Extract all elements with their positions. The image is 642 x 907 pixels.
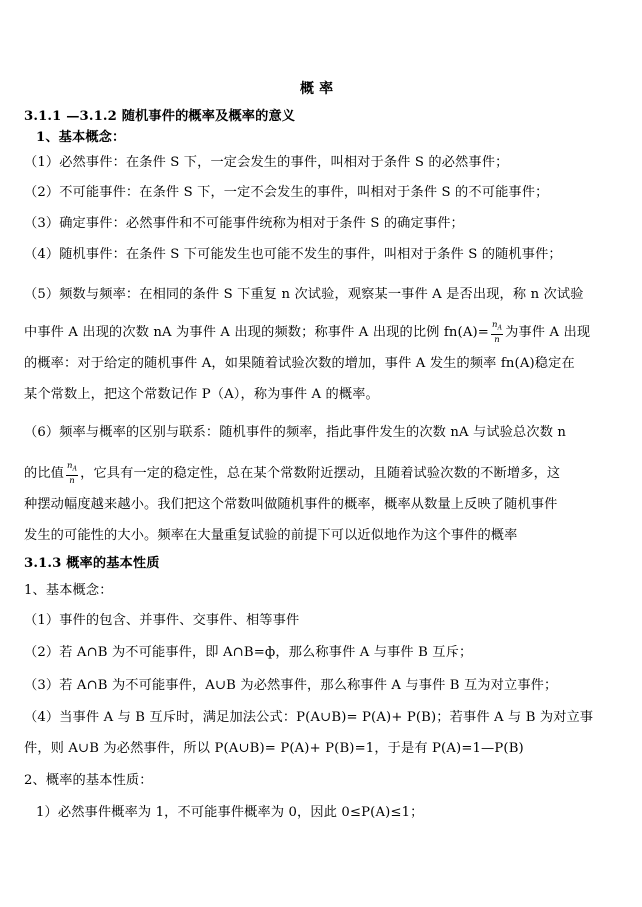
numerator-subscript: A bbox=[497, 324, 503, 332]
text-segment: ，它具有一定的稳定性，总在某个常数附近摆动，且随着试验次数的不断增多，这 bbox=[80, 465, 561, 481]
concept-item-1: （1）必然事件：在条件 S 下，一定会发生的事件，叫相对于条件 S 的必然事件； bbox=[24, 155, 509, 170]
concept-item-4: （4）随机事件：在条件 S 下可能发生也可能不发生的事件，叫相对于条件 S 的随机事件； bbox=[24, 247, 562, 262]
concept-item-6-line-3: 种摆动幅度越来越小。我们把这个常数叫做随机事件的概率，概率从数量上反映了随机事件 bbox=[24, 497, 558, 512]
fraction-numerator bbox=[491, 320, 503, 335]
property-item-1: （1）事件的包含、并事件、交事件、相等事件 bbox=[24, 613, 300, 628]
numerator-symbol: n bbox=[492, 320, 498, 330]
concept-item-5-line-2 bbox=[24, 320, 590, 345]
concept-item-5-line-1: （5）频数与频率：在相同的条件 S 下重复 n 次试验，观察某一事件 A 是否出现，称 n 次试验 bbox=[24, 287, 584, 302]
text-segment: 中事件 A 出现的次数 nA 为事件 A 出现的频数；称事件 A 出现的比例 fn(A)= bbox=[24, 324, 489, 340]
concept-item-6-line-1: （6）频率与概率的区别与联系：随机事件的频率，指此事件发生的次数 nA 与试验总次数 n bbox=[24, 425, 567, 440]
subheading-basic-concepts: 1、基本概念： bbox=[36, 130, 126, 145]
concept-item-2: （2）不可能事件：在条件 S 下，一定不会发生的事件，叫相对于条件 S 的不可能事件； bbox=[24, 185, 549, 200]
property-item-4-line-2: 件，则 A∪B 为必然事件，所以 P(A∪B)= P(A)+ P(B)=1，于是有 P(A)=1—P(B) bbox=[24, 741, 524, 756]
subheading-basic-concepts-2: 1、基本概念： bbox=[24, 583, 113, 598]
subheading-basic-properties: 2、概率的基本性质： bbox=[24, 773, 153, 788]
concept-item-5-line-3: 的概率：对于给定的随机事件 A，如果随着试验次数的增加，事件 A 发生的频率 fn(A)稳定在 bbox=[24, 356, 575, 371]
concept-item-6-line-2 bbox=[24, 461, 560, 486]
property-item-3: （3）若 A∩B 为不可能事件，A∪B 为必然事件，那么称事件 A 与事件 B 互为对立事件； bbox=[24, 678, 558, 693]
fraction-denominator: n bbox=[494, 334, 500, 345]
frequency-fraction bbox=[66, 461, 78, 486]
concept-item-6-line-4: 发生的可能性的大小。频率在大量重复试验的前提下可以近似地作为这个事件的概率 bbox=[24, 528, 518, 543]
concept-item-3: （3）确定事件：必然事件和不可能事件统称为相对于条件 S 的确定事件； bbox=[24, 216, 464, 231]
concept-item-5-line-4: 某个常数上，把这个常数记作 P（A），称为事件 A 的概率。 bbox=[24, 387, 379, 402]
basic-property-1: 1）必然事件概率为 1，不可能事件概率为 0，因此 0≤P(A)≤1； bbox=[36, 805, 424, 820]
fraction-numerator bbox=[66, 461, 78, 476]
numerator-symbol: n bbox=[67, 461, 73, 471]
page-title: 概 率 bbox=[300, 81, 334, 97]
frequency-fraction bbox=[491, 320, 503, 345]
numerator-subscript: A bbox=[72, 465, 78, 473]
property-item-2: （2）若 A∩B 为不可能事件，即 A∩B=ф，那么称事件 A 与事件 B 互斥； bbox=[24, 645, 473, 660]
text-segment: 为事件 A 出现 bbox=[505, 324, 591, 340]
text-segment: 的比值 bbox=[24, 465, 65, 481]
section-heading-3-1-3: 3.1.3 概率的基本性质 bbox=[24, 556, 160, 571]
fraction-denominator: n bbox=[69, 475, 75, 486]
section-heading-3-1-1: 3.1.1 —3.1.2 随机事件的概率及概率的意义 bbox=[24, 109, 296, 124]
property-item-4-line-1: （4）当事件 A 与 B 互斥时，满足加法公式：P(A∪B)= P(A)+ P(B)；若事件 A 与 B 为对立事 bbox=[24, 710, 594, 725]
